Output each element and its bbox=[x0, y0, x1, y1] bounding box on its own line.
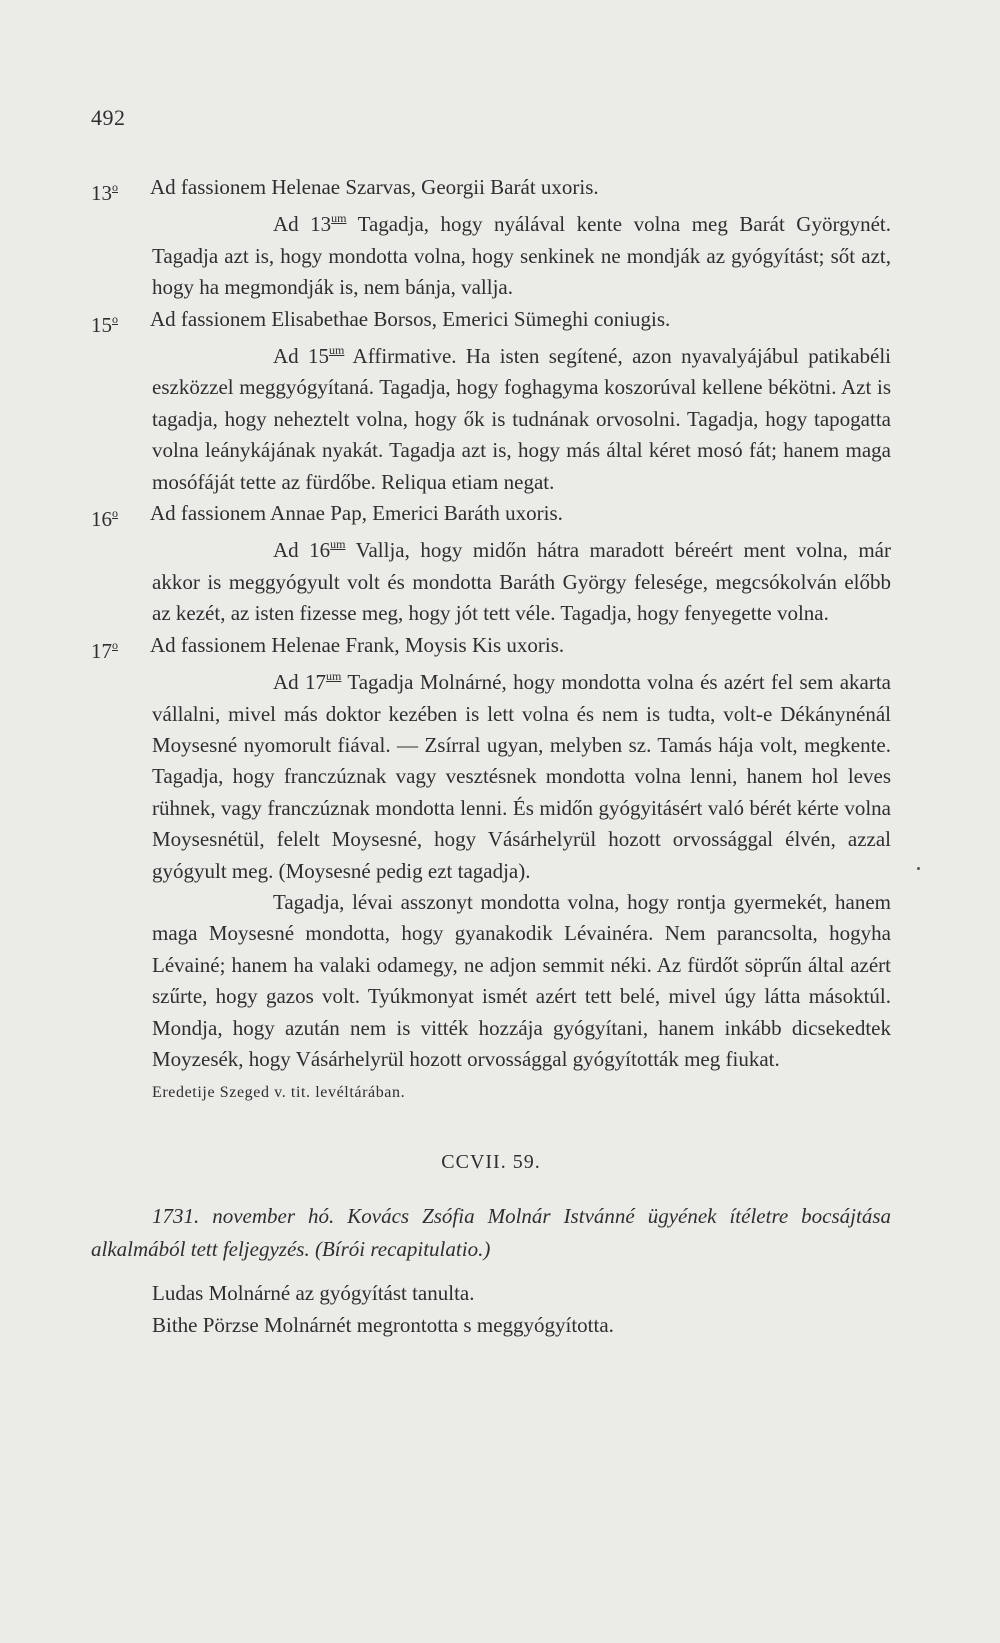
entry-title: Ad fassionem Helenae Szarvas, Georgii Barát uxoris. bbox=[150, 175, 599, 199]
entry-heading bbox=[91, 304, 891, 335]
entry-paragraph: Ad $16^{um}$ Vallja, hogy midőn hátra maradott béreért ment volna, már akkor is meggyógyult volt és mondotta Baráth György felesége, megcsókolván előbb az kezét, az isten fizesse meg, hogy jót tett véle. Tagadja, hogy fenyegette volna. bbox=[152, 537, 891, 626]
entry-heading bbox=[91, 630, 891, 661]
body-line: Bithe Pörzse Molnárnét megrontotta s meggyógyította. bbox=[152, 1312, 614, 1337]
page-number: 492 bbox=[91, 105, 126, 130]
entry-number: 13$^o$ bbox=[91, 180, 118, 205]
entry-title: Ad fassionem Elisabethae Borsos, Emerici Sümeghi coniugis. bbox=[150, 306, 671, 331]
entry-paragraph: Ad $13^{um}$ Tagadja, hogy nyálával kente volna meg Barát Györgynét. Tagadja azt is, hogy mondotta volna, hogy senkinek ne mondják az gyógyítást; sőt azt, hogy ha megmondják is, nem bánja, vallja. bbox=[152, 211, 891, 300]
entry-paragraph: Ad $15^{um}$ Affirmative. Ha isten segítené, azon nyavalyájábul patikabéli eszközzel meggyógyítaná. Tagadja, hogy foghagyma koszorúval kellene békötni. Azt is tagadja, hogy neheztelt volna, hogy ők is tudnának orvosolni. Tagadja, hogy tapogatta volna leánykájának nyakát. Tagadja azt is, hogy más által kéret mosó fát; hanem maga mosófáját tette az fürdőbe. Reliqua etiam negat. bbox=[152, 343, 891, 494]
extra-paragraph: Tagadja, lévai asszonyt mondotta volna, hogy rontja gyermekét, hanem maga Moysesné mondotta, hogy gyanakodik Lévainéra. Nem parancsolta, hogyha Lévainé; hanem ha valaki odamegy, ne adjon semmit néki. Az fürdőt söprűn által azért szűrte, hogy gazos volt. Tyúkmonyat ismét azért tett belé, mivel úgy látta másoktúl. Mondja, hogy azután nem is vitték hozzája gyógyítani, hanem inkább dicsekedtek Moyzesék, hogy Vásárhelyrül hozott orvossággal gyógyították meg fiukat. bbox=[152, 889, 891, 1071]
document-body bbox=[91, 172, 891, 1341]
ad-label: Ad $13^{um}$ bbox=[273, 211, 347, 237]
section-heading: CCVII. 59. bbox=[441, 1150, 541, 1173]
entry-13 bbox=[91, 172, 891, 304]
entry-paragraph: Ad $17^{um}$ Tagadja Molnárné, hogy mondotta volna és azért fel sem akarta vállalni, mivel más doktor kezében is lett volna és nem is tudta, volt-e Dékánynénál Moysesné nyomorult fiával. — Zsírral ugyan, melyben sz. Tamás hája volt, megkente. Tagadja, hogy franczúznak vagy vesztésnek mondotta volna lenni, hanem hol leves rühnek, vagy franczúznak mondotta lenni. És midőn gyógyitásért való bérét kérte volna Moysesnétül, felelt Moysesné, hogy Vásárhelyrül hozott orvossággal élvén, azzal gyógyult meg. (Moysesné pedig ezt tagadja). bbox=[152, 669, 891, 883]
entry-15 bbox=[91, 304, 891, 498]
entry-16 bbox=[91, 498, 891, 630]
document-summary: 1731. november hó. Kovács Zsófia Molnár Istvánné ügyének ítéletre bocsájtása alkalmából tett feljegyzés. (Bírói recapitulatio.) bbox=[91, 1204, 891, 1262]
entry-title: Ad fassionem Helenae Frank, Moysis Kis uxoris. bbox=[150, 632, 565, 657]
entry-17 bbox=[91, 630, 891, 887]
entry-number: 17$^o$ bbox=[91, 637, 118, 663]
entry-title: Ad fassionem Annae Pap, Emerici Baráth uxoris. bbox=[150, 501, 563, 526]
entry-heading bbox=[91, 498, 891, 532]
entry-number: 16$^o$ bbox=[91, 506, 118, 532]
entry-heading bbox=[91, 172, 891, 203]
entry-number: 15$^o$ bbox=[91, 311, 118, 337]
source-note: Eredetije Szeged v. tit. levéltárában. bbox=[152, 1084, 406, 1102]
print-speck bbox=[917, 867, 920, 870]
body-line: Ludas Molnárné az gyógyítást tanulta. bbox=[152, 1281, 475, 1306]
ad-label: Ad $16^{um}$ bbox=[273, 537, 346, 563]
ad-label: Ad $15^{um}$ bbox=[273, 343, 345, 369]
ad-label: Ad $17^{um}$ bbox=[273, 669, 342, 695]
